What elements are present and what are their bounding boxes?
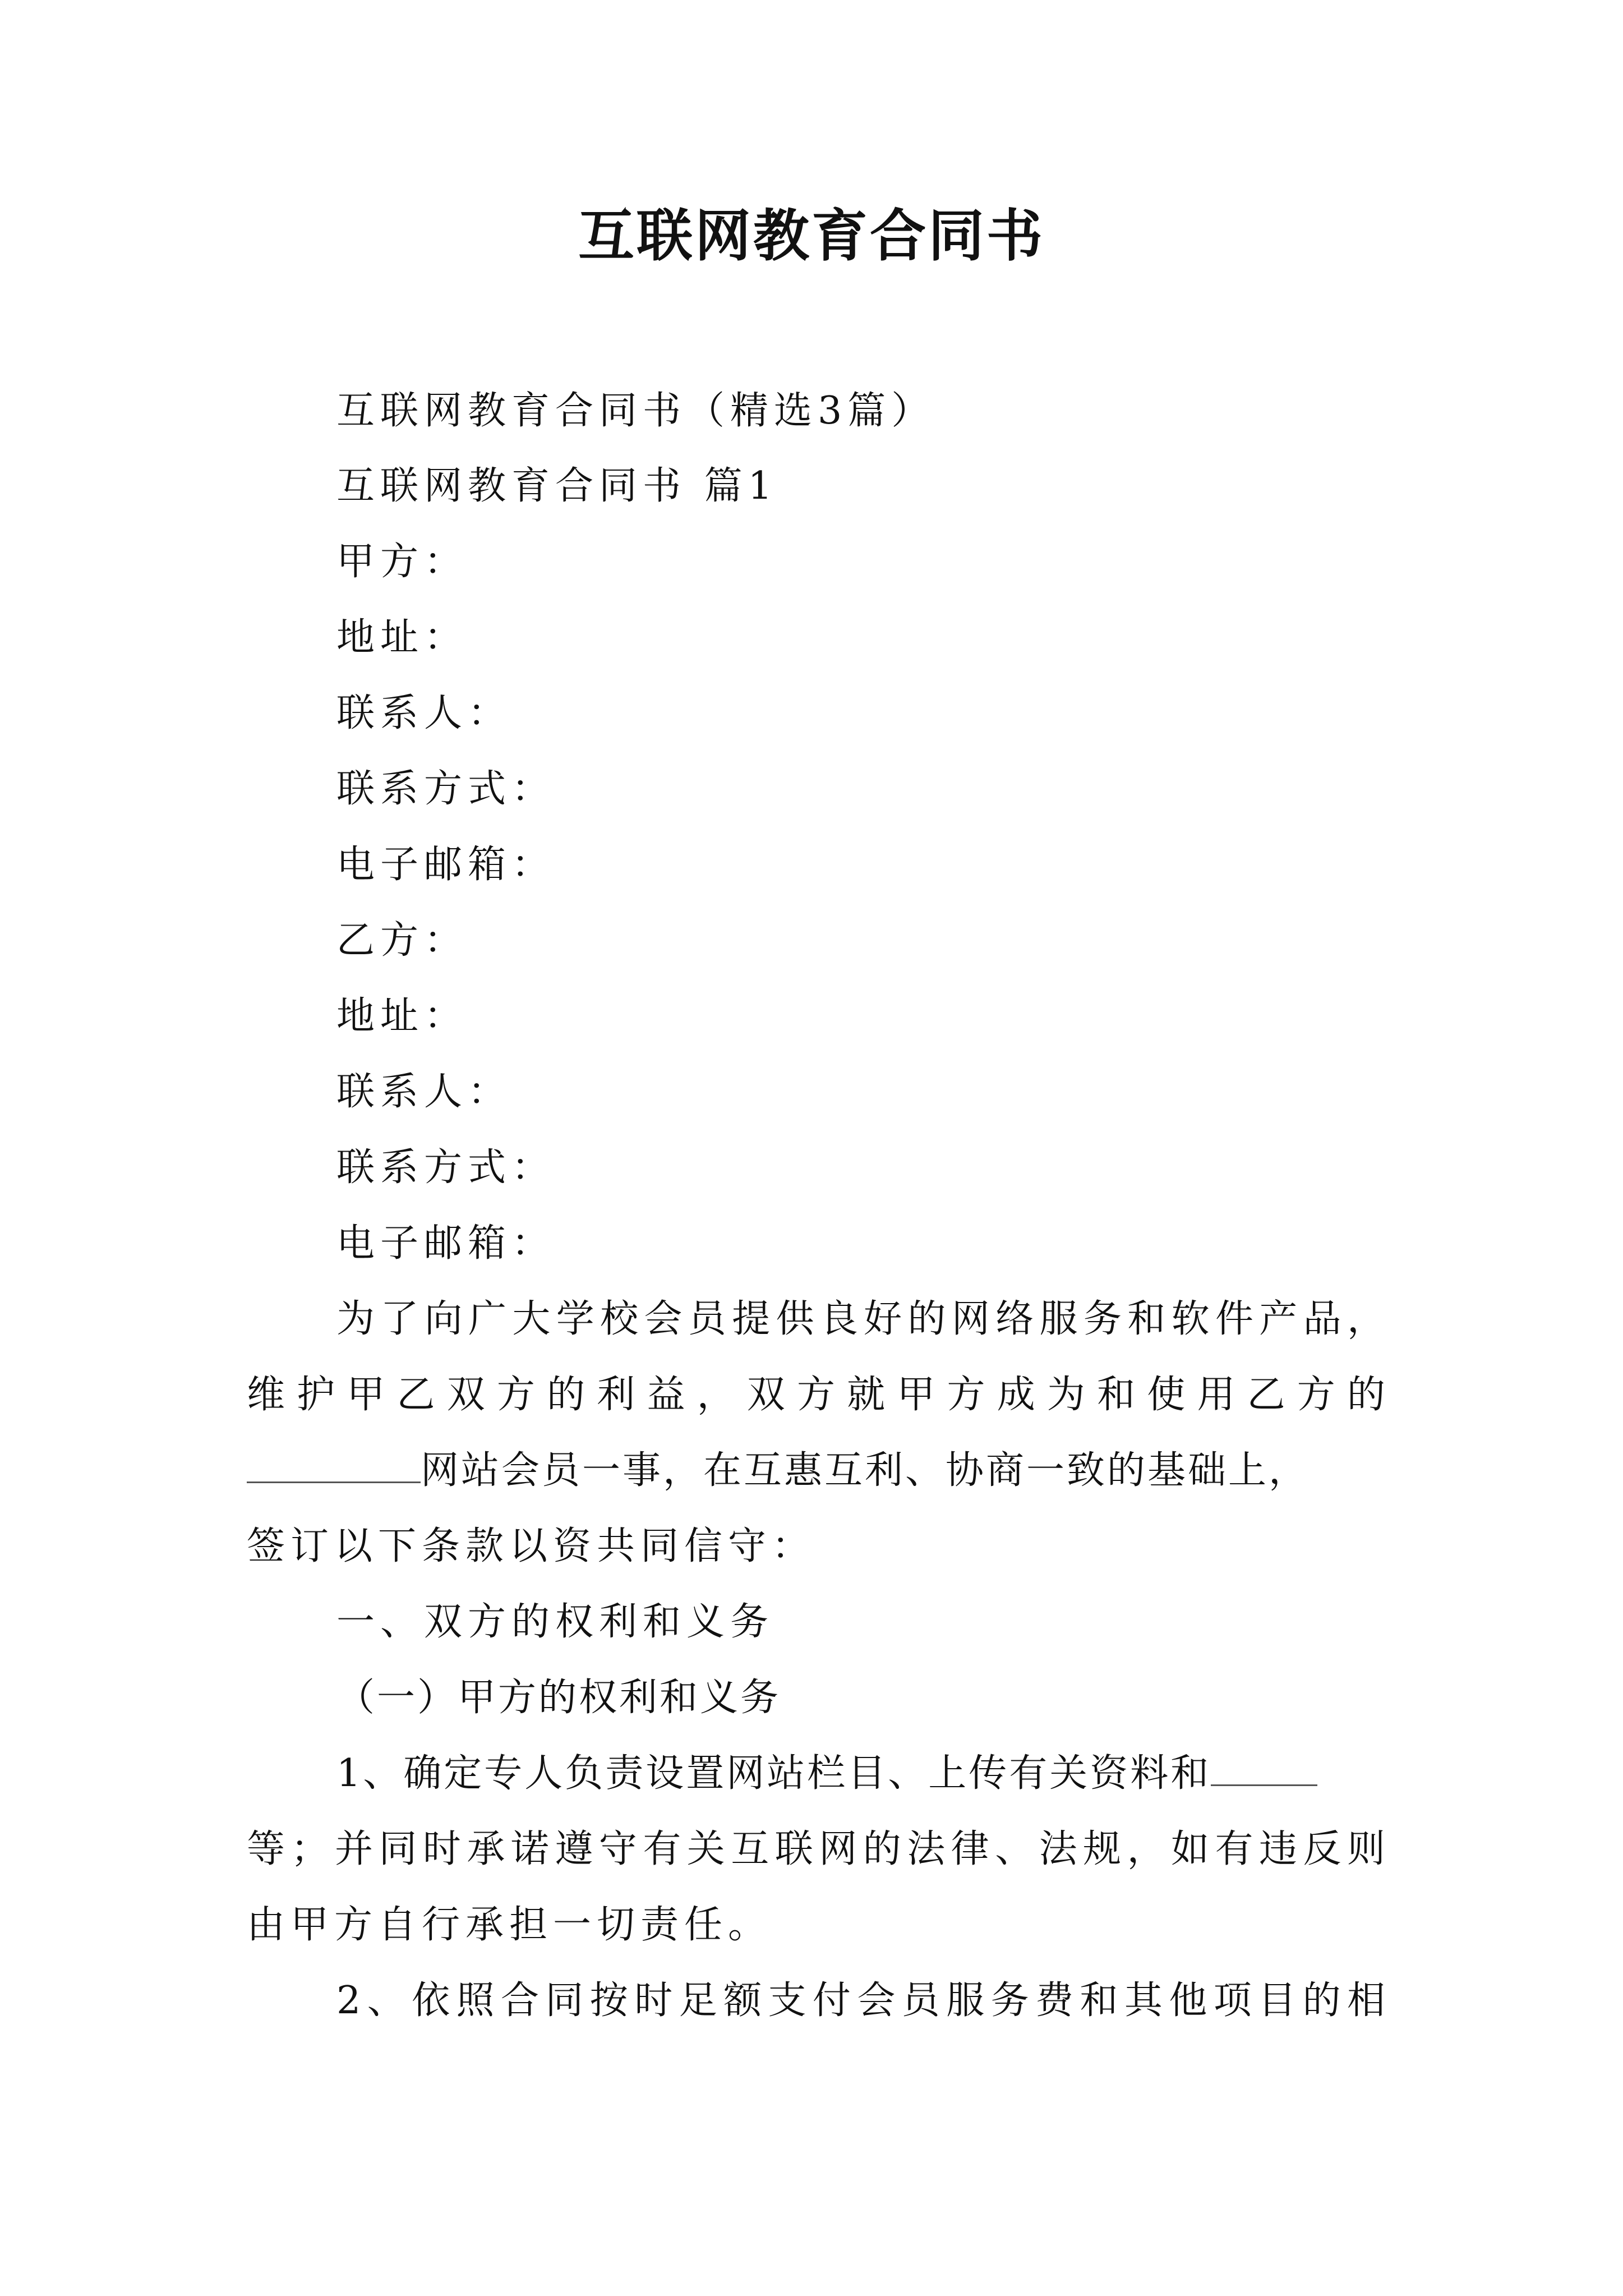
- party-b-label: 乙方：: [336, 918, 468, 963]
- party-b-address: 地址：: [336, 994, 468, 1038]
- party-a-contact: 联系人：: [336, 691, 512, 735]
- preamble-line: 维护甲乙双方的利益，双方就甲方成为和使用乙方的: [247, 1373, 1385, 1417]
- party-a-phone: 联系方式：: [336, 767, 556, 811]
- preamble-line-text: 网站会员一事，在互惠互利、协商一致的基础上，: [421, 1448, 1310, 1493]
- preamble-line: 签订以下条款以资共同信守：: [247, 1524, 816, 1568]
- item-line-with-blank: [336, 1746, 1385, 1802]
- fill-in-blank: [1211, 1750, 1317, 1786]
- fill-in-blank: [247, 1447, 421, 1483]
- preamble-line: 为了向广大学校会员提供良好的网络服务和软件产品，: [336, 1297, 1385, 1341]
- party-b-phone: 联系方式：: [336, 1145, 556, 1190]
- preamble-line-with-blank: [247, 1443, 1385, 1499]
- document-title: 互联网教育合同书: [578, 203, 1045, 269]
- party-a-label: 甲方：: [336, 540, 468, 584]
- party-a-email: 电子邮箱：: [336, 843, 556, 887]
- party-b-email: 电子邮箱：: [336, 1221, 556, 1266]
- section-heading: 一、双方的权利和义务: [336, 1600, 774, 1644]
- part-heading: 互联网教育合同书 篇1: [336, 464, 778, 508]
- item-text: 1、确定专人负责设置网站栏目、上传有关资料和: [336, 1751, 1211, 1796]
- document-subtitle: 互联网教育合同书（精选3篇）: [336, 389, 935, 433]
- item-line: 由甲方自行承担一切责任。: [247, 1903, 772, 1947]
- party-a-address: 地址：: [336, 615, 468, 660]
- party-b-contact: 联系人：: [336, 1070, 512, 1114]
- item-line: 2、依照合同按时足额支付会员服务费和其他项目的相: [336, 1978, 1385, 2023]
- subsection-heading: （一）甲方的权利和义务: [336, 1676, 781, 1720]
- item-line: 等；并同时承诺遵守有关互联网的法律、法规，如有违反则: [247, 1827, 1385, 1871]
